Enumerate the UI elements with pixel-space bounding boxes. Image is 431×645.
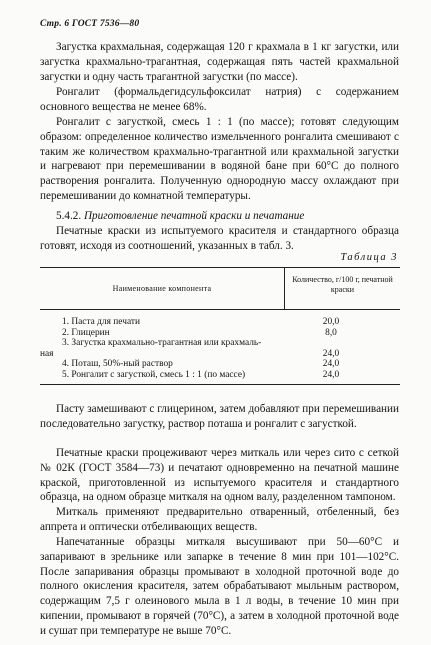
table-row: [40, 359, 400, 370]
row-name: 1. Паста для печати: [62, 317, 140, 327]
paragraph-table-intro: Печатные краски из испытуемого красителя и стандартного образца готовят, исходя из соотношений, указанных в табл. 3.: [40, 225, 399, 252]
table-header: [40, 268, 400, 310]
table-row: [40, 328, 400, 339]
table-body: [40, 310, 400, 384]
section-title: Приготовление печатной краски и печатание: [83, 210, 305, 222]
components-table: [40, 267, 400, 385]
row-name: 3. Загустка крахмально-трагантная или крахмаль-: [62, 338, 262, 348]
section-heading: [56, 209, 399, 224]
row-name: ная: [40, 348, 54, 359]
table-caption: Таблица 3: [340, 252, 398, 263]
row-name: 2. Глицерин: [62, 327, 110, 338]
table-row: [40, 338, 400, 349]
table-header-quantity: Количество, г/100 г, печатной краски: [292, 275, 393, 294]
table-header-component: Наименование компонента: [40, 268, 285, 309]
table-row: [40, 317, 400, 328]
paragraph-rongalite: Ронгалит (формальдегидсульфоксилат натрия) с содержанием основного вещества не менее 68%.: [40, 86, 399, 113]
page-header: Стр. 6 ГОСТ 7536—80: [40, 19, 140, 29]
row-value: 24,0: [322, 369, 340, 380]
row-name: 5. Ронгалит с загусткой, смесь 1 : 1 (по массе): [62, 369, 246, 380]
paragraph-mixing: Пасту замешивают с глицерином, затем добавляют при перемешивании последовательно загустку, раствор поташа и ронгалит с загусткой.: [40, 403, 399, 430]
row-value: 20,0: [322, 317, 340, 327]
paragraph-printing: Печатные краски процеживают через миткаль или через сито с сеткой № 02К (ГОСТ 3584—73) и печатают одновременно на печатной машине краской, приготовленной из испытуемого красителя и стандартного образца, на одном образце миткаля на одном валу, разделенном тампоном.: [40, 447, 399, 504]
paragraph-drying: Напечатанные образцы миткаля высушивают при 50—60°С и запаривают в зрельнике или запарке в течение 8 мин при 101—102°С. После запаривания образцы промывают в холодной проточной воде до полного окисления красителя, затем обрабатывают мыльным раствором, содержащим 7,5 г олеинового мыла в 1 л воды, в течение 10 мин при кипении, промывают в горячей (70°С), а затем в холодной проточной воде и сушат при температуре не выше 70°С.: [40, 536, 399, 637]
row-value: 24,0: [322, 348, 340, 359]
table-row: [40, 370, 400, 381]
paragraph-calico: Миткаль применяют предварительно отваренный, отбеленный, без аппрета и оптически отбеливающих веществ.: [40, 506, 399, 533]
row-value: 24,0: [322, 359, 340, 369]
section-number: 5.4.2.: [56, 210, 82, 222]
row-name: 4. Поташ, 50%-ный раствор: [62, 359, 173, 369]
paragraph-thickener: Загустка крахмальная, содержащая 120 г крахмала в 1 кг загустки, или загустка крахмально-трагантная, содержащая пять частей крахмальной загустки и одну часть трагантной загустки (по массе).: [40, 41, 399, 83]
table-row: [40, 349, 400, 360]
row-value: 8,0: [325, 327, 337, 338]
paragraph-rongalite-mix: Ронгалит с загусткой, смесь 1 : 1 (по массе); готовят следующим образом: определенное количество измельченного ронгалита смешивают с таким же количеством крахмально-трагантной или крахмальной загустки и нагревают при перемешивании в водяной бане при 60°С до полного растворения ронгалита. Полученную однородную массу охлаждают при перемешивании до комнатной температуры.: [40, 116, 399, 202]
